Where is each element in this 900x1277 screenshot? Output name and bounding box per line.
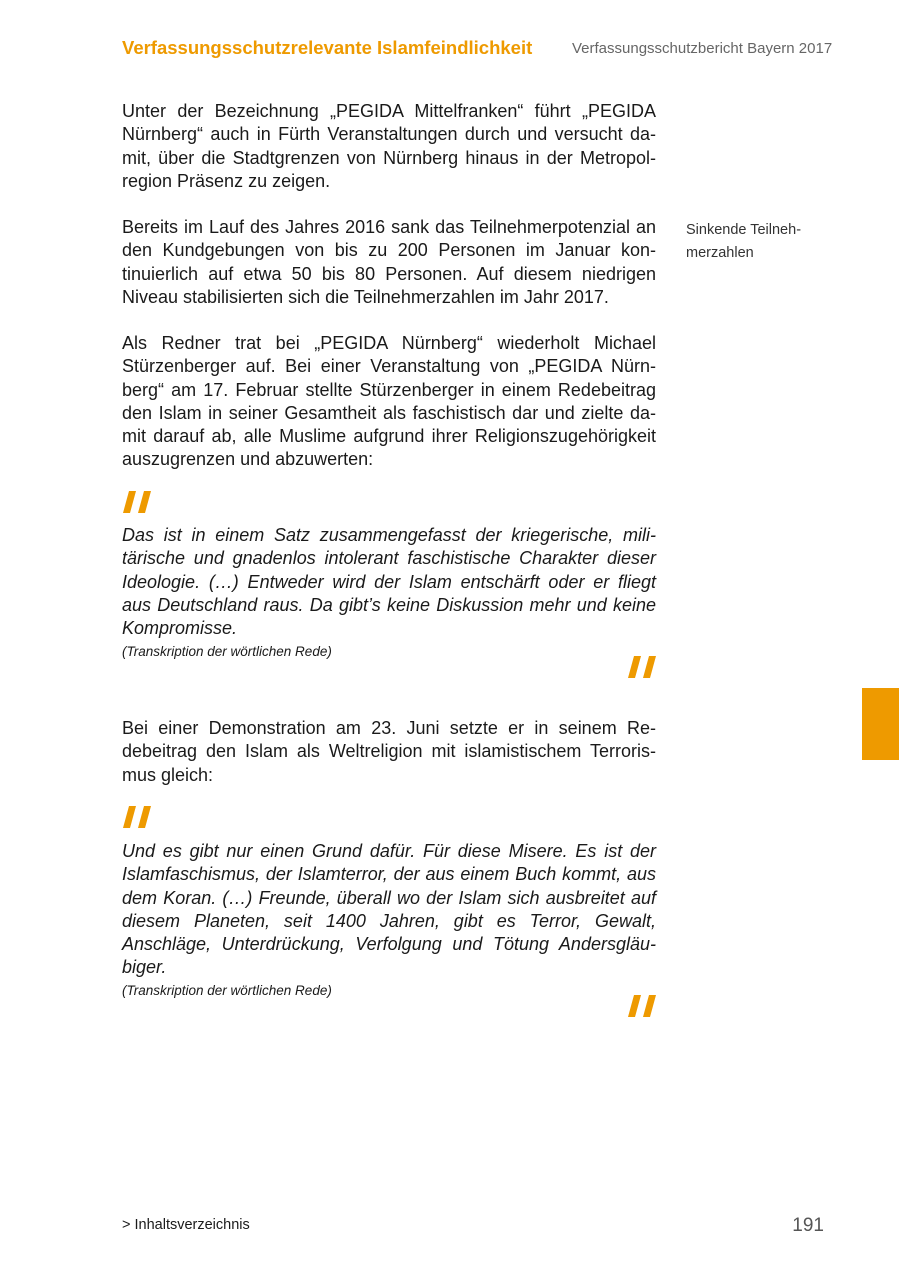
table-of-contents-link[interactable]: > Inhaltsverzeichnis [122, 1217, 250, 1233]
section-title: Verfassungsschutzrelevante Islamfeindlichkeit [122, 37, 533, 58]
page-number: 191 [792, 1215, 824, 1236]
opening-quote-mark-icon [123, 491, 157, 513]
report-title: Verfassungsschutzbericht Bayern 2017 [572, 40, 833, 57]
closing-quote-mark-icon [628, 656, 662, 678]
chapter-tab-marker [862, 688, 899, 760]
paragraph-1: Unter der Bezeichnung „PEGIDA Mittelfranken“ führt „PEGIDA Nürnberg“ auch in Fürth Veranstaltungen durch und versucht damit, über die Stadtgrenzen von Nürnberg hinaus in der Metropolregion Präsenz zu zeigen. [122, 101, 656, 191]
paragraph-2: Bereits im Lauf des Jahres 2016 sank das Teilnehmerpotenzial an den Kundgebungen von bis zu 200 Personen im Januar kontinuierlich auf etwa 50 bis 80 Personen. Auf diesem niedrigen Niveau stabilisierten sich die Teilnehmerzahlen im Jahr 2017. [122, 217, 656, 307]
quote-1-source: (Transkription der wörtlichen Rede) [122, 644, 332, 659]
quote-2-source: (Transkription der wörtlichen Rede) [122, 983, 332, 998]
quote-1-text: Das ist in einem Satz zusammengefasst der kriegerische, militärische und gnadenlos intolerant faschistische Charakter dieser Ideologie. (…) Entweder wird der Islam entschärft oder er fliegt aus Deutschland raus. Da gibt’s keine Diskussion mehr und keine Kompromisse. [122, 525, 656, 639]
opening-quote-mark-icon [123, 806, 157, 828]
paragraph-3: Als Redner trat bei „PEGIDA Nürnberg“ wiederholt Michael Stürzenberger auf. Bei einer Veranstaltung von „PEGIDA Nürnberg“ am 17. Februar stellte Stürzenberger in einem Redebeitrag den Islam in seiner Gesamtheit als faschistisch dar und zielte damit darauf ab, alle Muslime aufgrund ihrer Religionszugehörigkeit auszugrenzen und abzuwerten: [122, 333, 656, 470]
quote-2-text: Und es gibt nur einen Grund dafür. Für diese Misere. Es ist der Islamfaschismus, der Islamterror, der aus einem Buch kommt, aus dem Koran. (…) Freunde, überall wo der Islam sich ausbreitet auf diesem Planeten, seit 1400 Jahren, gibt es Terror, Gewalt, Anschläge, Unterdrückung, Verfolgung und Tötung Andersgläubiger. [122, 841, 656, 978]
margin-note: Sinkende Teilnehmerzahlen [686, 222, 802, 261]
closing-quote-mark-icon [628, 995, 662, 1017]
paragraph-4: Bei einer Demonstration am 23. Juni setzte er in seinem Redebeitrag den Islam als Weltreligion mit islamistischem Terrorismus gleich: [122, 718, 656, 785]
